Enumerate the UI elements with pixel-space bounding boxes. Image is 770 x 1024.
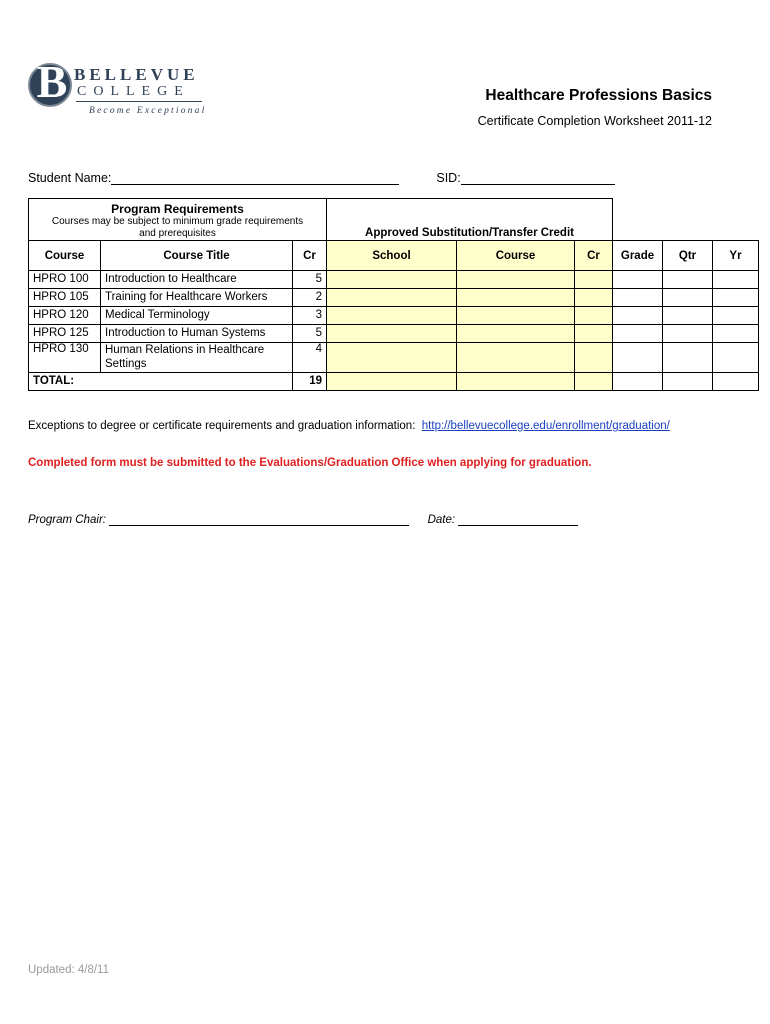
grade-cell[interactable]	[613, 325, 663, 343]
yr-cell[interactable]	[713, 271, 759, 289]
date-label: Date:	[427, 514, 456, 526]
sub-course-cell[interactable]	[457, 307, 575, 325]
col-course: Course	[29, 241, 101, 271]
course-credits: 3	[293, 307, 327, 325]
substitution-header: Approved Substitution/Transfer Credit	[327, 199, 613, 241]
program-chair-field[interactable]	[109, 511, 409, 526]
college-name-line1: BELLEVUE	[74, 65, 199, 84]
student-info-row	[28, 170, 615, 185]
signature-row	[28, 511, 578, 526]
sub-cr-cell[interactable]	[575, 289, 613, 307]
course-code: HPRO 100	[29, 271, 101, 289]
total-row	[29, 373, 759, 391]
yr-cell[interactable]	[713, 373, 759, 391]
course-code: HPRO 125	[29, 325, 101, 343]
requirements-table	[28, 198, 759, 391]
school-cell[interactable]	[327, 271, 457, 289]
sid-field[interactable]	[461, 170, 615, 185]
col-grade: Grade	[613, 241, 663, 271]
table-row	[29, 289, 759, 307]
submission-notice: Completed form must be submitted to the Evaluations/Graduation Office when applying for graduation.	[28, 457, 592, 469]
col-course-title: Course Title	[101, 241, 293, 271]
col-yr: Yr	[713, 241, 759, 271]
college-tagline: Become Exceptional	[89, 106, 207, 116]
updated-date: Updated: 4/8/11	[28, 964, 109, 976]
table-row	[29, 271, 759, 289]
sub-course-cell[interactable]	[457, 289, 575, 307]
course-credits: 4	[293, 343, 327, 373]
sub-course-cell[interactable]	[457, 373, 575, 391]
col-school: School	[327, 241, 457, 271]
course-title: Training for Healthcare Workers	[101, 289, 293, 307]
col-cr: Cr	[293, 241, 327, 271]
yr-cell[interactable]	[713, 325, 759, 343]
grade-cell[interactable]	[613, 373, 663, 391]
college-name-line2: COLLEGE	[77, 84, 190, 99]
logo-divider	[76, 101, 202, 102]
school-cell[interactable]	[327, 343, 457, 373]
course-code: HPRO 130	[29, 343, 101, 373]
course-code: HPRO 105	[29, 289, 101, 307]
page-subtitle: Certificate Completion Worksheet 2011-12	[477, 114, 712, 128]
sub-cr-cell[interactable]	[575, 373, 613, 391]
program-requirements-title: Program Requirements	[111, 202, 244, 216]
grade-cell[interactable]	[613, 271, 663, 289]
yr-cell[interactable]	[713, 289, 759, 307]
sub-cr-cell[interactable]	[575, 343, 613, 373]
course-code: HPRO 120	[29, 307, 101, 325]
program-requirements-note: Courses may be subject to minimum grade requirements and prerequisites	[51, 216, 304, 239]
sid-label: SID:	[436, 171, 461, 185]
college-logo-letter: B	[36, 56, 68, 107]
sub-course-cell[interactable]	[457, 271, 575, 289]
course-title: Medical Terminology	[101, 307, 293, 325]
sub-cr-cell[interactable]	[575, 325, 613, 343]
sub-course-cell[interactable]	[457, 343, 575, 373]
school-cell[interactable]	[327, 373, 457, 391]
course-title: Human Relations in Healthcare Settings	[101, 343, 293, 373]
sub-cr-cell[interactable]	[575, 307, 613, 325]
col-sub-course: Course	[457, 241, 575, 271]
school-cell[interactable]	[327, 289, 457, 307]
course-credits: 5	[293, 271, 327, 289]
page-title: Healthcare Professions Basics	[485, 87, 712, 104]
qtr-cell[interactable]	[663, 373, 713, 391]
sub-course-cell[interactable]	[457, 325, 575, 343]
qtr-cell[interactable]	[663, 271, 713, 289]
date-field[interactable]	[458, 511, 578, 526]
grade-cell[interactable]	[613, 289, 663, 307]
col-qtr: Qtr	[663, 241, 713, 271]
school-cell[interactable]	[327, 325, 457, 343]
table-row	[29, 325, 759, 343]
grade-cell[interactable]	[613, 343, 663, 373]
exceptions-info	[28, 420, 670, 432]
qtr-cell[interactable]	[663, 289, 713, 307]
total-credits: 19	[293, 373, 327, 391]
qtr-cell[interactable]	[663, 343, 713, 373]
course-title: Introduction to Human Systems	[101, 325, 293, 343]
graduation-link[interactable]: http://bellevuecollege.edu/enrollment/graduation/	[421, 420, 670, 432]
grade-cell[interactable]	[613, 307, 663, 325]
sub-cr-cell[interactable]	[575, 271, 613, 289]
qtr-cell[interactable]	[663, 325, 713, 343]
school-cell[interactable]	[327, 307, 457, 325]
table-row	[29, 307, 759, 325]
student-name-field[interactable]	[111, 170, 399, 185]
col-sub-cr: Cr	[575, 241, 613, 271]
yr-cell[interactable]	[713, 307, 759, 325]
program-requirements-header	[29, 199, 327, 241]
total-label: TOTAL:	[29, 373, 293, 391]
exceptions-text: Exceptions to degree or certificate requirements and graduation information:	[28, 420, 416, 432]
course-title: Introduction to Healthcare	[101, 271, 293, 289]
yr-cell[interactable]	[713, 343, 759, 373]
qtr-cell[interactable]	[663, 307, 713, 325]
student-name-label: Student Name:	[28, 171, 112, 185]
table-row	[29, 343, 759, 373]
course-credits: 2	[293, 289, 327, 307]
program-chair-label: Program Chair:	[28, 514, 106, 526]
course-credits: 5	[293, 325, 327, 343]
